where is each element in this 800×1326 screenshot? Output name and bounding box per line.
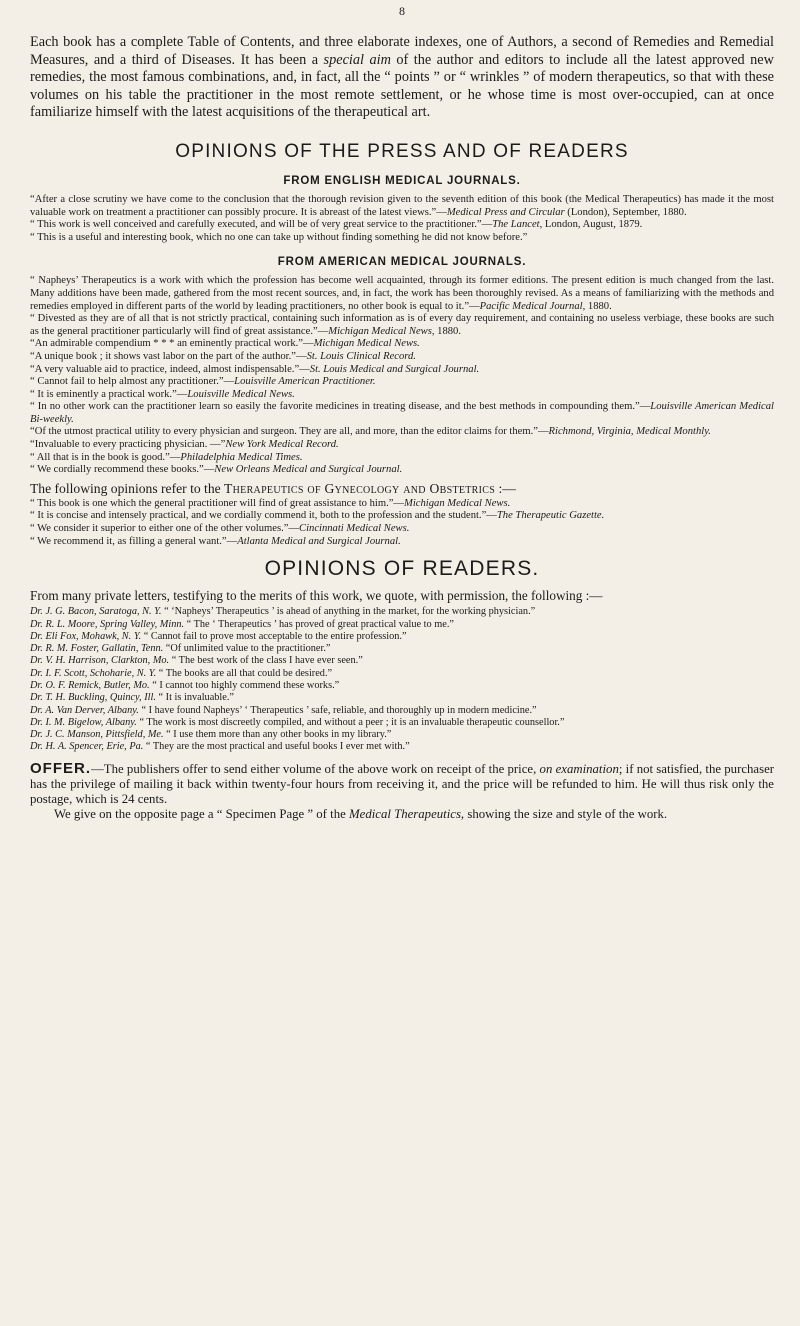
quote-source: Louisville Medical News. [187,388,295,400]
testimonial-doctor: Dr. J. G. Bacon, Saratoga, N. Y. [30,606,162,618]
intro-text-1: Each book has a complete Table of Contents, and three elaborate indexes, one of Authors, a second of Remedies and Remedial Measures, and a third of Diseases. It has been a [30,34,774,68]
gynecology-lead [30,481,774,497]
testimonial-text: “ They are the most practical and useful books I ever met with.” [143,741,410,753]
offer-paragraph [30,761,774,807]
quote-text: “Of the utmost practical utility to every physician and surgeon. They are all, and more, than the editor claims for them.”— [30,426,549,438]
quote-text: “ This work is well conceived and carefully executed, and will be of very great service to the practitioner.”— [30,219,493,231]
testimonial [30,631,774,643]
testimonial-doctor: Dr. T. H. Buckling, Quincy, Ill. [30,692,156,704]
quote [30,452,774,465]
testimonial [30,606,774,618]
testimonial-doctor: Dr. V. H. Harrison, Clarkton, Mo. [30,655,170,667]
testimonial [30,692,774,704]
quote-text: “A very valuable aid to practice, indeed, almost indispensable.”— [30,363,310,375]
testimonial-text: “ The books are all that could be desired.” [156,667,333,679]
quote-source: Louisville American Practitioner. [234,376,376,388]
offer-text-2: ; if not satisfied, the purchaser has the privilege of mailing it back within twenty-four hours from receiving it, and the price will be refunded to him. He will thus risk only the postage, which is 24 cents. [30,761,775,806]
quote-source: Richmond, Virginia, Medical Monthly. [548,426,711,438]
quote [30,536,774,549]
offer-text-1: —The publishers offer to send either volume of the above work on receipt of the price, [91,761,540,776]
quote [30,439,774,452]
specimen-text-2: showing the size and style of the work. [464,806,668,821]
quote [30,464,774,477]
testimonial-text: “Of unlimited value to the practitioner.” [163,643,331,655]
testimonial-text: “ The best work of the class I have ever seen.” [169,655,363,667]
quote [30,232,774,245]
quote [30,376,774,389]
readers-opinions-heading: OPINIONS OF READERS. [264,557,540,581]
quote-text: “ We consider it superior to either one of the other volumes.”— [30,523,300,535]
quote [30,338,774,351]
quote-source: Philadelphia Medical Times. [180,451,303,463]
testimonial [30,655,774,667]
gynecology-lead-text: The following opinions refer to the [30,480,225,496]
testimonial-text: “ It is invaluable.” [155,692,234,704]
quote-text: “Invaluable to every practicing physician. —” [30,439,226,451]
testimonial-text: “ I cannot too highly commend these works.” [149,680,340,691]
page-number: 8 [399,4,405,18]
quote-source: St. Louis Clinical Record. [306,350,416,362]
testimonial [30,619,774,631]
testimonial-doctor: Dr. I. F. Scott, Schoharie, N. Y. [30,667,157,679]
quote-text: “ This book is one which the general practitioner will find of great assistance to him.”— [30,497,405,509]
quote-text: “ All that is in the book is good.”— [30,451,181,463]
testimonial-text: “ I use them more than any other books in my library.” [163,729,392,741]
quote-text: “ We recommend it, as filling a general want.”— [30,535,238,547]
testimonial-doctor: Dr. O. F. Remick, Butler, Mo. [30,680,150,691]
quote [30,364,774,377]
gynecology-quotes [30,498,774,548]
quote-source: Michigan Medical News. [404,497,511,509]
quote [30,275,774,313]
offer-word: OFFER. [30,759,91,777]
american-quotes [30,275,774,477]
quote [30,351,774,364]
quote [30,401,774,426]
quote-tail: (London), September, 1880. [564,206,687,218]
quote-text: “ Cannot fail to help almost any practitioner.”— [30,376,235,388]
quote-source: New York Medical Record. [225,439,339,451]
gynecology-lead-title: Therapeutics of Gynecology and Obstetrics [224,480,496,496]
quote-source: Cincinnati Medical News. [299,523,410,535]
specimen-paragraph [30,807,774,822]
testimonial [30,741,774,753]
quote-source: New Orleans Medical and Surgical Journal. [214,464,403,476]
quote-source: Louisville American Medical Bi-weekly. [30,401,774,425]
english-journals-heading: FROM ENGLISH MEDICAL JOURNALS. [283,174,521,187]
quote [30,498,774,511]
american-journals-heading: FROM AMERICAN MEDICAL JOURNALS. [277,256,527,269]
quote-text: “ In no other work can the practitioner learn so easily the favorite medicines in treating disease, and the best methods in compounding them.”— [30,401,651,413]
intro-emphasis: special aim [323,51,391,68]
testimonial-doctor: Dr. Eli Fox, Mohawk, N. Y. [30,630,142,642]
testimonial-text: “ Cannot fail to prove most acceptable to the entire profession.” [141,630,407,642]
specimen-text-1: We give on the opposite page a “ Specimen Page ” of the [54,806,349,821]
quote-source: Pacific Medical Journal, [479,300,586,312]
testimonial [30,717,774,729]
quote-tail: 1880. [585,300,612,312]
quote [30,313,774,338]
testimonial-text: “ The work is most discreetly compiled, and without a peer ; it is an invaluable therapeutic counsellor.” [136,716,565,728]
testimonial-doctor: Dr. R. L. Moore, Spring Valley, Minn. [30,618,185,630]
testimonial-doctor: Dr. I. M. Bigelow, Albany. [30,716,137,728]
quote-text: “ We cordially recommend these books.”— [30,464,215,476]
quote-source: The Lancet, [492,219,543,231]
testimonial [30,729,774,741]
quote-text: “ This is a useful and interesting book, which no one can take up without finding something he did not know before.” [30,231,528,243]
quote-source: The Therapeutic Gazette. [496,510,605,522]
testimonial-doctor: Dr. R. M. Foster, Gallatin, Tenn. [30,643,164,655]
quote [30,389,774,402]
english-quotes [30,194,774,244]
quote-source: Michigan Medical News. [313,338,420,350]
testimonial-text: “ The ‘ Therapeutics ’ has proved of great practical value to me.” [184,618,454,630]
quote-source: Michigan Medical News, [328,325,435,337]
quote [30,219,774,232]
quote-text: “An admirable compendium * * * an eminently practical work.”— [30,338,314,350]
quote-source: Atlanta Medical and Surgical Journal. [237,535,401,547]
testimonial-doctor: Dr. A. Van Derver, Albany. [30,704,139,716]
intro-paragraph [30,34,774,122]
quote-tail: 1880. [434,325,461,337]
quote-tail: London, August, 1879. [542,219,643,231]
press-opinions-heading: OPINIONS OF THE PRESS AND OF READERS [175,140,629,162]
testimonials [30,606,774,754]
offer-emphasis: on examination [539,761,619,776]
readers-lead: From many private letters, testifying to the merits of this work, we quote, with permission, the following :— [30,588,603,604]
quote-text: “ Divested as they are of all that is not strictly practical, containing such information as is of every day requirement, and containing no useless verbiage, these books are such as the general practitioner particularly will find of great assistance.”— [30,313,774,337]
quote-source: St. Louis Medical and Surgical Journal. [309,363,480,375]
intro-text-2: of the author and editors to include all the latest approved new remedies, the most famous combinations, and, in fact, all the “ points ” or “ wrinkles ” of modern therapeutics, so that with these volumes on his table the practitioner in the most remote settlement, or he whose time is most over-occupied, can at once familiarize himself with the latest acquisitions of the therapeutical art. [30,51,774,121]
testimonial [30,643,774,655]
testimonial [30,680,774,692]
quote [30,523,774,536]
quote-text: “After a close scrutiny we have come to the conclusion that the thorough revision given to the seventh edition of this book (the Medical Therapeutics) has made it the most valuable work on treatment a practitioner can possibly procure. It is abreast of the latest views.”— [30,193,774,218]
quote [30,426,774,439]
quote [30,194,774,219]
gynecology-lead-end: :— [495,480,516,496]
specimen-emphasis: Medical Therapeutics, [348,806,465,821]
testimonial [30,668,774,680]
quote-text: “ It is concise and intensely practical, and we cordially commend it, both to the profession and the student.”— [30,510,497,522]
testimonial-text: “ I have found Napheys’ ‘ Therapeutics ’ safe, reliable, and thoroughly up in modern medicine.” [138,704,537,716]
testimonial-text: “ ‘Napheys’ Therapeutics ’ is ahead of anything in the market, for the working physician.” [161,606,536,618]
testimonial-doctor: Dr. J. C. Manson, Pittsfield, Me. [30,729,164,741]
quote-source: Medical Press and Circular [446,206,565,218]
quote-text: “ Napheys’ Therapeutics is a work with which the profession has become well acquainted, through its former editions. The present edition is much changed from the last. Many additions have been made, gathered from the most recent sources, and, in fact, the work has been thoroughly revised. As a means of familiarizing with the methods and remedies employed in different parts of the world by leading practitioners, no other book is equal to it.”— [30,275,774,312]
quote-text: “ It is eminently a practical work.”— [30,388,188,400]
quote [30,510,774,523]
testimonial-doctor: Dr. H. A. Spencer, Erie, Pa. [30,741,144,753]
quote-text: “A unique book ; it shows vast labor on the part of the author.”— [30,350,307,362]
testimonial [30,705,774,717]
